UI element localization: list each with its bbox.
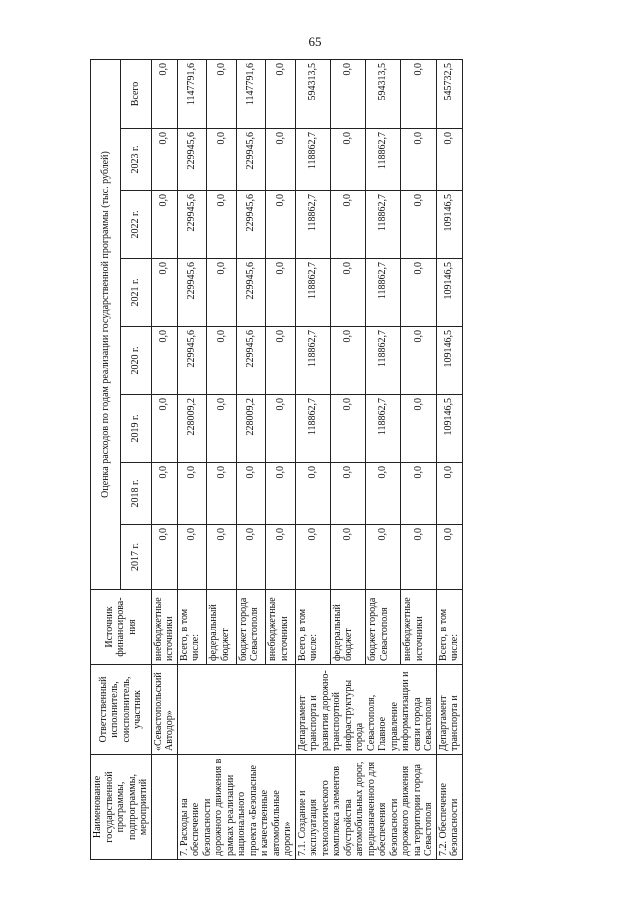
cell-source: внебюджетные источники xyxy=(151,590,177,665)
cell-value: 0,0 xyxy=(366,525,401,590)
cell-value: 0,0 xyxy=(401,525,436,590)
cell-value: 0,0 xyxy=(236,463,266,525)
cell-value: 0,0 xyxy=(207,259,237,327)
cell-name: 7.2. Обеспечение безопасности xyxy=(436,755,462,860)
cell-value: 228009,2 xyxy=(236,395,266,463)
cell-value: 229945,6 xyxy=(177,259,207,327)
header-year: 2019 г. xyxy=(121,395,151,463)
cell-value: 545732,5 xyxy=(436,60,462,129)
cell-value: 0,0 xyxy=(207,525,237,590)
table-row xyxy=(151,60,177,860)
header-year: 2023 г. xyxy=(121,129,151,191)
cell-value: 118862,7 xyxy=(366,259,401,327)
cell-value: 0,0 xyxy=(366,463,401,525)
cell-executor xyxy=(177,665,295,755)
cell-value: 0,0 xyxy=(177,525,207,590)
cell-value: 0,0 xyxy=(151,525,177,590)
cell-value: 0,0 xyxy=(151,259,177,327)
cell-value: 0,0 xyxy=(207,463,237,525)
cell-executor: Департамент транспорта и развития дорожно-транспортной инфраструктуры города Севастополя, Главное управление информатизации и связи города Севастополя xyxy=(295,665,436,755)
cell-value: 594313,5 xyxy=(366,60,401,129)
cell-value: 229945,6 xyxy=(177,327,207,395)
cell-value: 0,0 xyxy=(401,129,436,191)
cell-value: 0,0 xyxy=(266,259,296,327)
cell-value: 228009,2 xyxy=(177,395,207,463)
cell-value: 0,0 xyxy=(401,191,436,259)
cell-value: 109146,5 xyxy=(436,191,462,259)
cell-source: федеральный бюджет xyxy=(330,590,365,665)
cell-name: 7.1. Создание и эксплуатация технологического комплекса элементов обустройства автомобильных дорог, предназначенного для обеспечения безопасности дорожного движения на территории города Севастополя xyxy=(295,755,436,860)
cell-value: 0,0 xyxy=(266,60,296,129)
cell-value: 118862,7 xyxy=(295,129,330,191)
cell-value: 0,0 xyxy=(207,129,237,191)
cell-value: 229945,6 xyxy=(236,327,266,395)
page-number: 65 xyxy=(308,34,322,49)
cell-value: 0,0 xyxy=(266,327,296,395)
header-source: Источник финансирова-ния xyxy=(91,590,152,665)
cell-source: бюджет города Севастополя xyxy=(366,590,401,665)
cell-name xyxy=(151,755,177,860)
cell-source: внебюджетные источники xyxy=(266,590,296,665)
cell-value: 229945,6 xyxy=(236,191,266,259)
cell-value: 0,0 xyxy=(330,463,365,525)
cell-value: 0,0 xyxy=(401,259,436,327)
header-name: Наименование государственной программы, подпрограммы, мероприятий xyxy=(91,755,152,860)
cell-value: 118862,7 xyxy=(366,129,401,191)
header-year: 2022 г. xyxy=(121,191,151,259)
cell-value: 0,0 xyxy=(401,60,436,129)
cell-value: 0,0 xyxy=(330,395,365,463)
cell-value: 109146,5 xyxy=(436,395,462,463)
cell-value: 0,0 xyxy=(151,327,177,395)
cell-source: федеральный бюджет xyxy=(207,590,237,665)
cell-value: 0,0 xyxy=(151,129,177,191)
cell-value: 594313,5 xyxy=(295,60,330,129)
table-row xyxy=(177,60,207,860)
header-executor: Ответственный исполнитель, соисполнитель, участник xyxy=(91,665,152,755)
cell-value: 0,0 xyxy=(266,463,296,525)
header-year: 2018 г. xyxy=(121,463,151,525)
rotated-table-container xyxy=(90,60,540,860)
cell-value: 229945,6 xyxy=(177,191,207,259)
cell-value: 0,0 xyxy=(401,327,436,395)
header-year: 2021 г. xyxy=(121,259,151,327)
cell-value: 0,0 xyxy=(401,463,436,525)
table-row xyxy=(436,60,462,860)
cell-value: 1147791,6 xyxy=(236,60,266,129)
cell-value: 0,0 xyxy=(330,259,365,327)
cell-value: 118862,7 xyxy=(366,395,401,463)
cell-value: 0,0 xyxy=(436,463,462,525)
cell-value: 118862,7 xyxy=(295,259,330,327)
header-year: 2017 г. xyxy=(121,525,151,590)
cell-source: Всего, в том числе: xyxy=(177,590,207,665)
cell-value: 1147791,6 xyxy=(177,60,207,129)
cell-source: бюджет города Севастополя xyxy=(236,590,266,665)
cell-value: 0,0 xyxy=(266,129,296,191)
cell-value: 0,0 xyxy=(266,191,296,259)
header-year: 2020 г. xyxy=(121,327,151,395)
header-estimate: Оценка расходов по годам реализации государственной программы (тыс. рублей) xyxy=(91,60,121,590)
cell-value: 229945,6 xyxy=(177,129,207,191)
cell-value: 0,0 xyxy=(266,525,296,590)
cell-value: 0,0 xyxy=(151,463,177,525)
cell-value: 0,0 xyxy=(151,191,177,259)
cell-value: 0,0 xyxy=(295,463,330,525)
cell-value: 0,0 xyxy=(177,463,207,525)
cell-value: 0,0 xyxy=(207,395,237,463)
cell-value: 118862,7 xyxy=(366,327,401,395)
cell-value: 0,0 xyxy=(236,525,266,590)
cell-value: 0,0 xyxy=(401,395,436,463)
cell-value: 109146,5 xyxy=(436,327,462,395)
table-row xyxy=(295,60,330,860)
cell-value: 0,0 xyxy=(295,525,330,590)
cell-value: 0,0 xyxy=(436,129,462,191)
cell-value: 0,0 xyxy=(330,327,365,395)
cell-value: 118862,7 xyxy=(295,395,330,463)
cell-value: 0,0 xyxy=(151,60,177,129)
budget-table xyxy=(90,59,463,860)
header-year: Всего xyxy=(121,60,151,129)
cell-value: 0,0 xyxy=(266,395,296,463)
cell-name: 7. Расходы на обеспечение безопасности дорожного движения в рамках реализации национального проекта «Безопасные и качественные автомобильные дороги» xyxy=(177,755,295,860)
cell-source: Всего, в том числе: xyxy=(436,590,462,665)
cell-value: 118862,7 xyxy=(295,191,330,259)
cell-value: 109146,5 xyxy=(436,259,462,327)
cell-value: 229945,6 xyxy=(236,259,266,327)
cell-value: 0,0 xyxy=(330,525,365,590)
cell-value: 118862,7 xyxy=(295,327,330,395)
cell-source: внебюджетные источники xyxy=(401,590,436,665)
cell-executor: Департамент транспорта и xyxy=(436,665,462,755)
cell-value: 0,0 xyxy=(207,327,237,395)
cell-value: 0,0 xyxy=(330,129,365,191)
cell-value: 118862,7 xyxy=(366,191,401,259)
cell-value: 229945,6 xyxy=(236,129,266,191)
cell-value: 0,0 xyxy=(330,60,365,129)
cell-value: 0,0 xyxy=(207,60,237,129)
cell-executor: «Севастопольский Автодор» xyxy=(151,665,177,755)
cell-value: 0,0 xyxy=(436,525,462,590)
cell-value: 0,0 xyxy=(207,191,237,259)
cell-value: 0,0 xyxy=(151,395,177,463)
cell-source: Всего, в том числе: xyxy=(295,590,330,665)
cell-value: 0,0 xyxy=(330,191,365,259)
